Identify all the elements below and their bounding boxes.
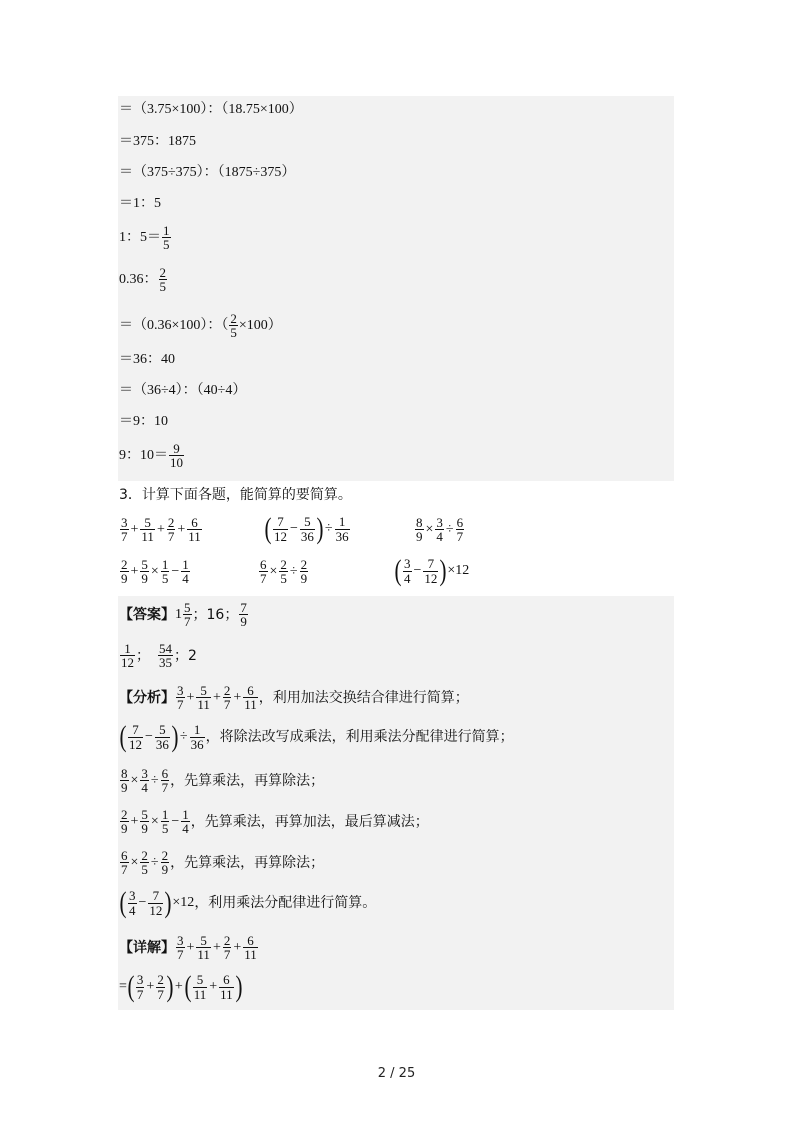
math-token: − <box>145 729 153 744</box>
fraction <box>415 516 424 544</box>
analysis-label: 【分析】 <box>119 689 175 706</box>
math-token: 2 <box>141 848 148 863</box>
math-token: ；16； <box>192 606 239 623</box>
math-token: ，将除法改写成乘法，利用乘法分配律进行简算； <box>205 729 514 745</box>
math-token: ) <box>316 512 324 545</box>
problem-2 <box>264 514 351 544</box>
answer-line2 <box>119 642 197 670</box>
fraction <box>300 558 309 586</box>
math-token: 2 <box>223 933 231 948</box>
math-token: 5 <box>141 862 148 878</box>
math-token: ( <box>184 970 192 1003</box>
fraction <box>279 558 288 586</box>
math-token: 5 <box>184 600 191 615</box>
math-token: ÷ <box>289 563 298 579</box>
math-token: 7 <box>427 556 435 572</box>
math-token: × <box>130 854 139 870</box>
math-token: ( <box>394 554 402 587</box>
math-token: 3 <box>436 515 443 530</box>
ratio1-line3 <box>119 166 295 180</box>
math-token: 3 <box>177 933 184 948</box>
answer-label: 【答案】 <box>119 606 175 623</box>
math-token: 6 <box>191 515 198 530</box>
math-token: 7 <box>167 529 175 545</box>
answer-line1 <box>119 601 249 629</box>
math-token: 5 <box>200 933 207 948</box>
fraction <box>159 266 168 294</box>
math-token: 2 <box>159 265 166 280</box>
math-token: 4 <box>404 570 411 586</box>
math-token: + <box>186 689 195 705</box>
math-token: 9 <box>173 441 180 456</box>
math-token: 2 <box>300 557 308 572</box>
math-token: ； <box>136 647 150 664</box>
text: 0.36： <box>119 271 158 287</box>
text: 3．计算下面各题，能简算的要简算。 <box>119 487 352 503</box>
math-token: ÷ <box>150 772 159 788</box>
math-token: 36 <box>335 528 349 544</box>
math-token: ) <box>171 720 179 753</box>
math-token: 36 <box>300 528 314 544</box>
math-token: ( <box>119 720 127 753</box>
math-token: 1 <box>124 641 131 656</box>
math-token: + <box>212 939 221 955</box>
math-token: 12 <box>424 570 438 586</box>
math-token: 9 <box>121 780 128 796</box>
text: ×100） <box>238 317 282 333</box>
math-token: ) <box>164 886 172 919</box>
math-token: 9 <box>121 571 128 587</box>
ratio2-line6 <box>119 442 185 470</box>
math-token: 6 <box>247 933 254 948</box>
text: ＝（0.36×100）：（ <box>119 317 229 333</box>
math-token: 1 <box>182 557 189 572</box>
math-token: 5 <box>141 807 148 822</box>
math-token: 6 <box>161 766 169 781</box>
math-token: ×12 <box>172 895 195 910</box>
fraction <box>259 558 268 586</box>
math-token: 7 <box>260 571 267 587</box>
math-token: + <box>212 689 221 705</box>
math-token: + <box>186 939 195 955</box>
math-token: + <box>209 979 218 994</box>
math-token: × <box>425 521 434 537</box>
math-token: ( <box>264 512 272 545</box>
ratio2-line4 <box>119 384 246 398</box>
fraction <box>273 515 288 543</box>
math-token: 1 <box>338 514 346 530</box>
math-token: 12 <box>121 655 134 671</box>
fraction <box>161 558 170 586</box>
math-token: 9 <box>240 614 247 630</box>
math-token: 54 <box>159 641 172 656</box>
math-token: 6 <box>247 683 254 698</box>
math-token: 36 <box>155 736 169 752</box>
math-token: 5 <box>280 571 287 587</box>
math-token: − <box>290 521 298 536</box>
fraction <box>140 558 149 586</box>
math-token: 11 <box>220 986 233 1002</box>
ratio1-line4 <box>119 197 161 211</box>
math-token: ；2 <box>174 647 197 664</box>
fraction <box>403 557 412 585</box>
math-token: − <box>171 813 180 829</box>
ratio2-line5 <box>119 415 168 429</box>
math-token: 5 <box>141 557 148 572</box>
fraction <box>229 312 238 340</box>
fraction <box>120 516 129 544</box>
analysis-line3 <box>119 767 324 795</box>
fraction <box>120 642 135 670</box>
math-token: 1 <box>193 722 201 738</box>
math-token: 35 <box>159 655 172 671</box>
math-token: + <box>130 521 139 537</box>
math-token: 9 <box>416 529 423 545</box>
math-token: 7 <box>161 780 169 796</box>
shaded-block-top <box>118 96 674 481</box>
fraction <box>158 642 173 670</box>
fraction <box>162 224 171 252</box>
math-token: 2 <box>121 807 128 822</box>
math-token: 7 <box>121 529 128 545</box>
math-token: 36 <box>190 736 204 752</box>
math-token: 1 <box>175 606 182 622</box>
math-token: 7 <box>177 947 184 963</box>
problem-3 <box>414 516 465 544</box>
math-token: 5 <box>230 325 237 341</box>
math-token: 2 <box>167 515 175 530</box>
fraction <box>181 558 190 586</box>
text: ＝1：5 <box>119 196 161 211</box>
math-token: 7 <box>456 529 464 545</box>
math-token: ( <box>127 970 135 1003</box>
math-token: 3 <box>141 766 148 781</box>
math-token: 8 <box>121 766 128 781</box>
detail-label: 【详解】 <box>119 939 175 956</box>
math-token: ，利用加法交换结合律进行简算； <box>258 689 469 706</box>
analysis-line5 <box>119 849 324 877</box>
problem-5 <box>258 558 309 586</box>
math-token: + <box>174 979 183 994</box>
math-token: 5 <box>163 237 170 253</box>
math-token: 7 <box>184 614 191 630</box>
math-token: 5 <box>144 515 151 530</box>
ratio1-line2 <box>119 135 196 149</box>
text: ＝9：10 <box>119 414 168 429</box>
math-token: × <box>150 563 159 579</box>
math-token: ) <box>166 970 174 1003</box>
math-token: 6 <box>223 972 230 988</box>
math-token: 11 <box>197 947 210 963</box>
fraction <box>187 516 202 544</box>
math-token: 3 <box>121 515 128 530</box>
math-token: ，先算乘法，再算除法； <box>170 854 325 871</box>
math-token: 7 <box>240 600 247 615</box>
math-token: 11 <box>188 529 201 545</box>
fraction <box>167 516 176 544</box>
text: ＝36：40 <box>119 352 175 367</box>
math-token: − <box>171 563 180 579</box>
math-token: 5 <box>161 821 169 837</box>
math-token: ÷ <box>324 521 333 536</box>
math-token: 2 <box>223 683 231 698</box>
math-token: ( <box>119 886 127 919</box>
math-token: ÷ <box>179 729 188 744</box>
detail-line1 <box>119 934 259 962</box>
text: ＝（3.75×100）：（18.75×100） <box>119 102 303 117</box>
problem-1 <box>119 516 203 544</box>
math-token: 6 <box>456 515 464 530</box>
fraction <box>169 442 184 470</box>
detail-line2 <box>119 972 243 1002</box>
math-token: 2 <box>121 557 128 572</box>
math-token: 9 <box>300 571 308 587</box>
fraction <box>239 601 248 629</box>
fraction <box>456 516 465 544</box>
math-token: 9 <box>161 862 169 878</box>
math-token: × <box>269 563 278 579</box>
math-token: ×12 <box>447 563 470 578</box>
math-token: 2 <box>230 311 237 326</box>
fraction <box>300 515 315 543</box>
analysis-line4 <box>119 808 429 836</box>
math-token: 7 <box>136 986 144 1002</box>
math-token: + <box>177 521 186 537</box>
text: ＝（36÷4）：（40÷4） <box>119 383 247 398</box>
math-token: 2 <box>280 557 287 572</box>
math-token: 12 <box>129 736 142 752</box>
math-token: ÷ <box>445 521 454 537</box>
text: ＝375：1875 <box>119 134 196 149</box>
fraction <box>423 557 438 585</box>
math-token: ) <box>439 554 447 587</box>
math-token: 8 <box>416 515 423 530</box>
math-token: 11 <box>197 697 210 713</box>
math-token: 1 <box>163 223 170 238</box>
math-token: 9 <box>141 571 148 587</box>
math-token: 4 <box>182 571 189 587</box>
math-token: 1 <box>182 807 189 822</box>
math-token: + <box>233 939 242 955</box>
math-token: 3 <box>129 888 136 904</box>
ratio1-line5 <box>119 224 172 252</box>
math-token: − <box>138 895 147 910</box>
math-token: 2 <box>161 848 169 863</box>
math-token: 7 <box>277 514 284 530</box>
math-token: 4 <box>141 780 148 796</box>
math-token: × <box>150 813 159 829</box>
math-token: 5 <box>200 683 207 698</box>
math-token: 4 <box>436 529 443 545</box>
math-token: + <box>146 979 155 994</box>
math-token: ÷ <box>150 854 159 870</box>
math-token: 6 <box>260 557 267 572</box>
math-token: + <box>130 813 139 829</box>
text: ＝（375÷375）：（1875÷375） <box>119 165 296 180</box>
math-token: 10 <box>170 455 183 471</box>
text: 9：10＝ <box>119 447 168 463</box>
math-token: 2 <box>157 972 164 988</box>
problem-6 <box>394 556 469 586</box>
analysis-line6 <box>119 888 376 918</box>
mixed-number <box>175 601 193 629</box>
math-token: 3 <box>177 683 184 698</box>
ratio2-line1 <box>119 266 168 294</box>
math-token: 5 <box>304 514 311 530</box>
math-token: 7 <box>157 986 164 1002</box>
ratio2-line3 <box>119 353 175 367</box>
page-number: 2 / 25 <box>377 1066 416 1081</box>
math-token: − <box>413 563 422 578</box>
math-token: 4 <box>182 821 189 837</box>
math-token: 6 <box>121 848 128 863</box>
question-title <box>119 488 352 502</box>
math-token: 5 <box>159 279 166 295</box>
analysis-line2 <box>119 722 514 752</box>
math-token: 7 <box>223 947 231 963</box>
analysis-line1 <box>119 684 469 712</box>
math-token: + <box>233 689 242 705</box>
math-token: 5 <box>196 972 204 988</box>
ratio1-line1 <box>119 103 303 117</box>
fraction <box>435 516 444 544</box>
math-token: 7 <box>121 862 128 878</box>
math-token: 11 <box>193 986 207 1002</box>
math-token: + <box>156 521 165 537</box>
math-token: ，先算乘法，再算加法，最后算减法； <box>190 813 429 830</box>
fraction <box>335 515 350 543</box>
math-token: 7 <box>132 722 139 738</box>
math-token: ，先算乘法，再算除法； <box>170 772 325 789</box>
math-token: 12 <box>149 902 163 918</box>
problem-4 <box>119 558 191 586</box>
text: 1：5＝ <box>119 229 161 245</box>
fraction <box>140 516 155 544</box>
math-token: 5 <box>159 722 166 738</box>
math-token: 1 <box>161 807 169 822</box>
math-token: × <box>130 772 139 788</box>
math-token: 7 <box>223 697 231 713</box>
math-token: 12 <box>274 528 287 544</box>
math-token: 7 <box>177 697 184 713</box>
math-token: 11 <box>244 697 257 713</box>
math-token: = <box>119 979 127 994</box>
math-token: 9 <box>121 821 128 837</box>
math-token: 1 <box>161 557 169 572</box>
fraction <box>120 558 129 586</box>
math-token: 3 <box>136 972 144 988</box>
math-token: 11 <box>141 529 154 545</box>
math-token: ) <box>235 970 243 1003</box>
math-token: 7 <box>152 888 160 904</box>
math-token: 9 <box>141 821 148 837</box>
math-token: 5 <box>161 571 169 587</box>
math-token: ，利用乘法分配律进行简算。 <box>194 895 377 911</box>
math-token: 3 <box>404 556 411 572</box>
math-token: + <box>130 563 139 579</box>
math-token: 4 <box>129 902 136 918</box>
math-token: 11 <box>244 947 257 963</box>
ratio2-line2 <box>119 312 282 340</box>
